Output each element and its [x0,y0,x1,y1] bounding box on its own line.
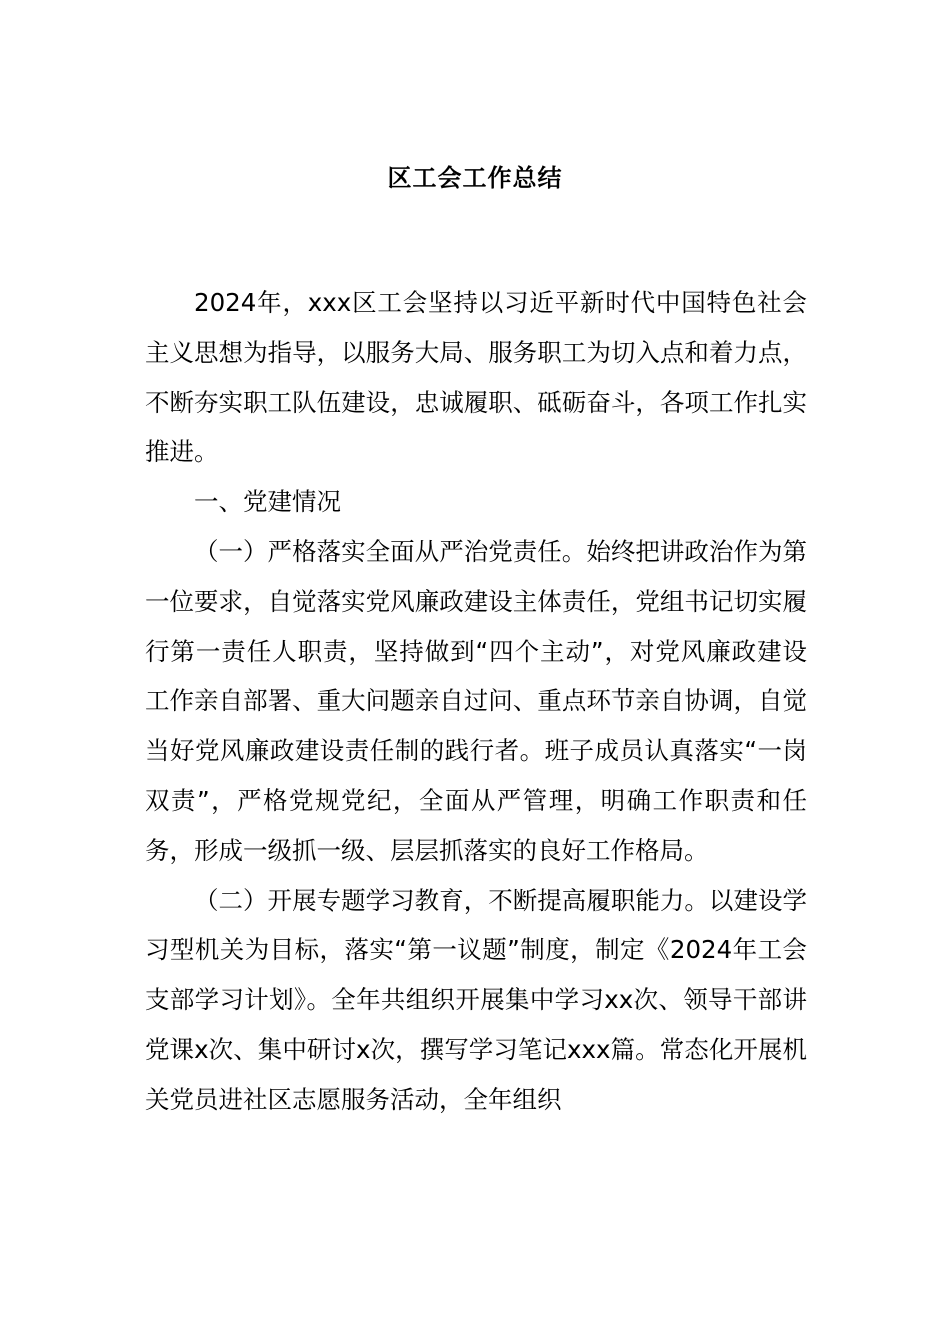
document-title: 区工会工作总结 [387,164,563,192]
paragraph-study-education: （二）开展专题学习教育，不断提高履职能力。以建设学习型机关为目标，落实“第一议题”制度，制定《2024年工会支部学习计划》。全年共组织开展集中学习xx次、领导干部讲党课x次、集中研讨x次，撰写学习笔记xxx篇。常态化开展机关党员进社区志愿服务活动，全年组织 [145,885,807,1114]
section-heading-party-building: 一、党建情况 [194,487,341,517]
document-body [145,278,807,1125]
intro-paragraph: 2024年，xxx区工会坚持以习近平新时代中国特色社会主义思想为指导，以服务大局、服务职工为切入点和着力点，不断夯实职工队伍建设，忠诚履职、砥砺奋斗，各项工作扎实推进。 [145,288,807,467]
paragraph-strict-party-governance: （一）严格落实全面从严治党责任。始终把讲政治作为第一位要求，自觉落实党风廉政建设主体责任，党组书记切实履行第一责任人职责，坚持做到“四个主动”，对党风廉政建设工作亲自部署、重大问题亲自过问、重点环节亲自协调，自觉当好党风廉政建设责任制的践行者。班子成员认真落实“一岗双责”，严格党规党纪，全面从严管理，明确工作职责和任务，形成一级抓一级、层层抓落实的良好工作格局。 [145,536,807,865]
